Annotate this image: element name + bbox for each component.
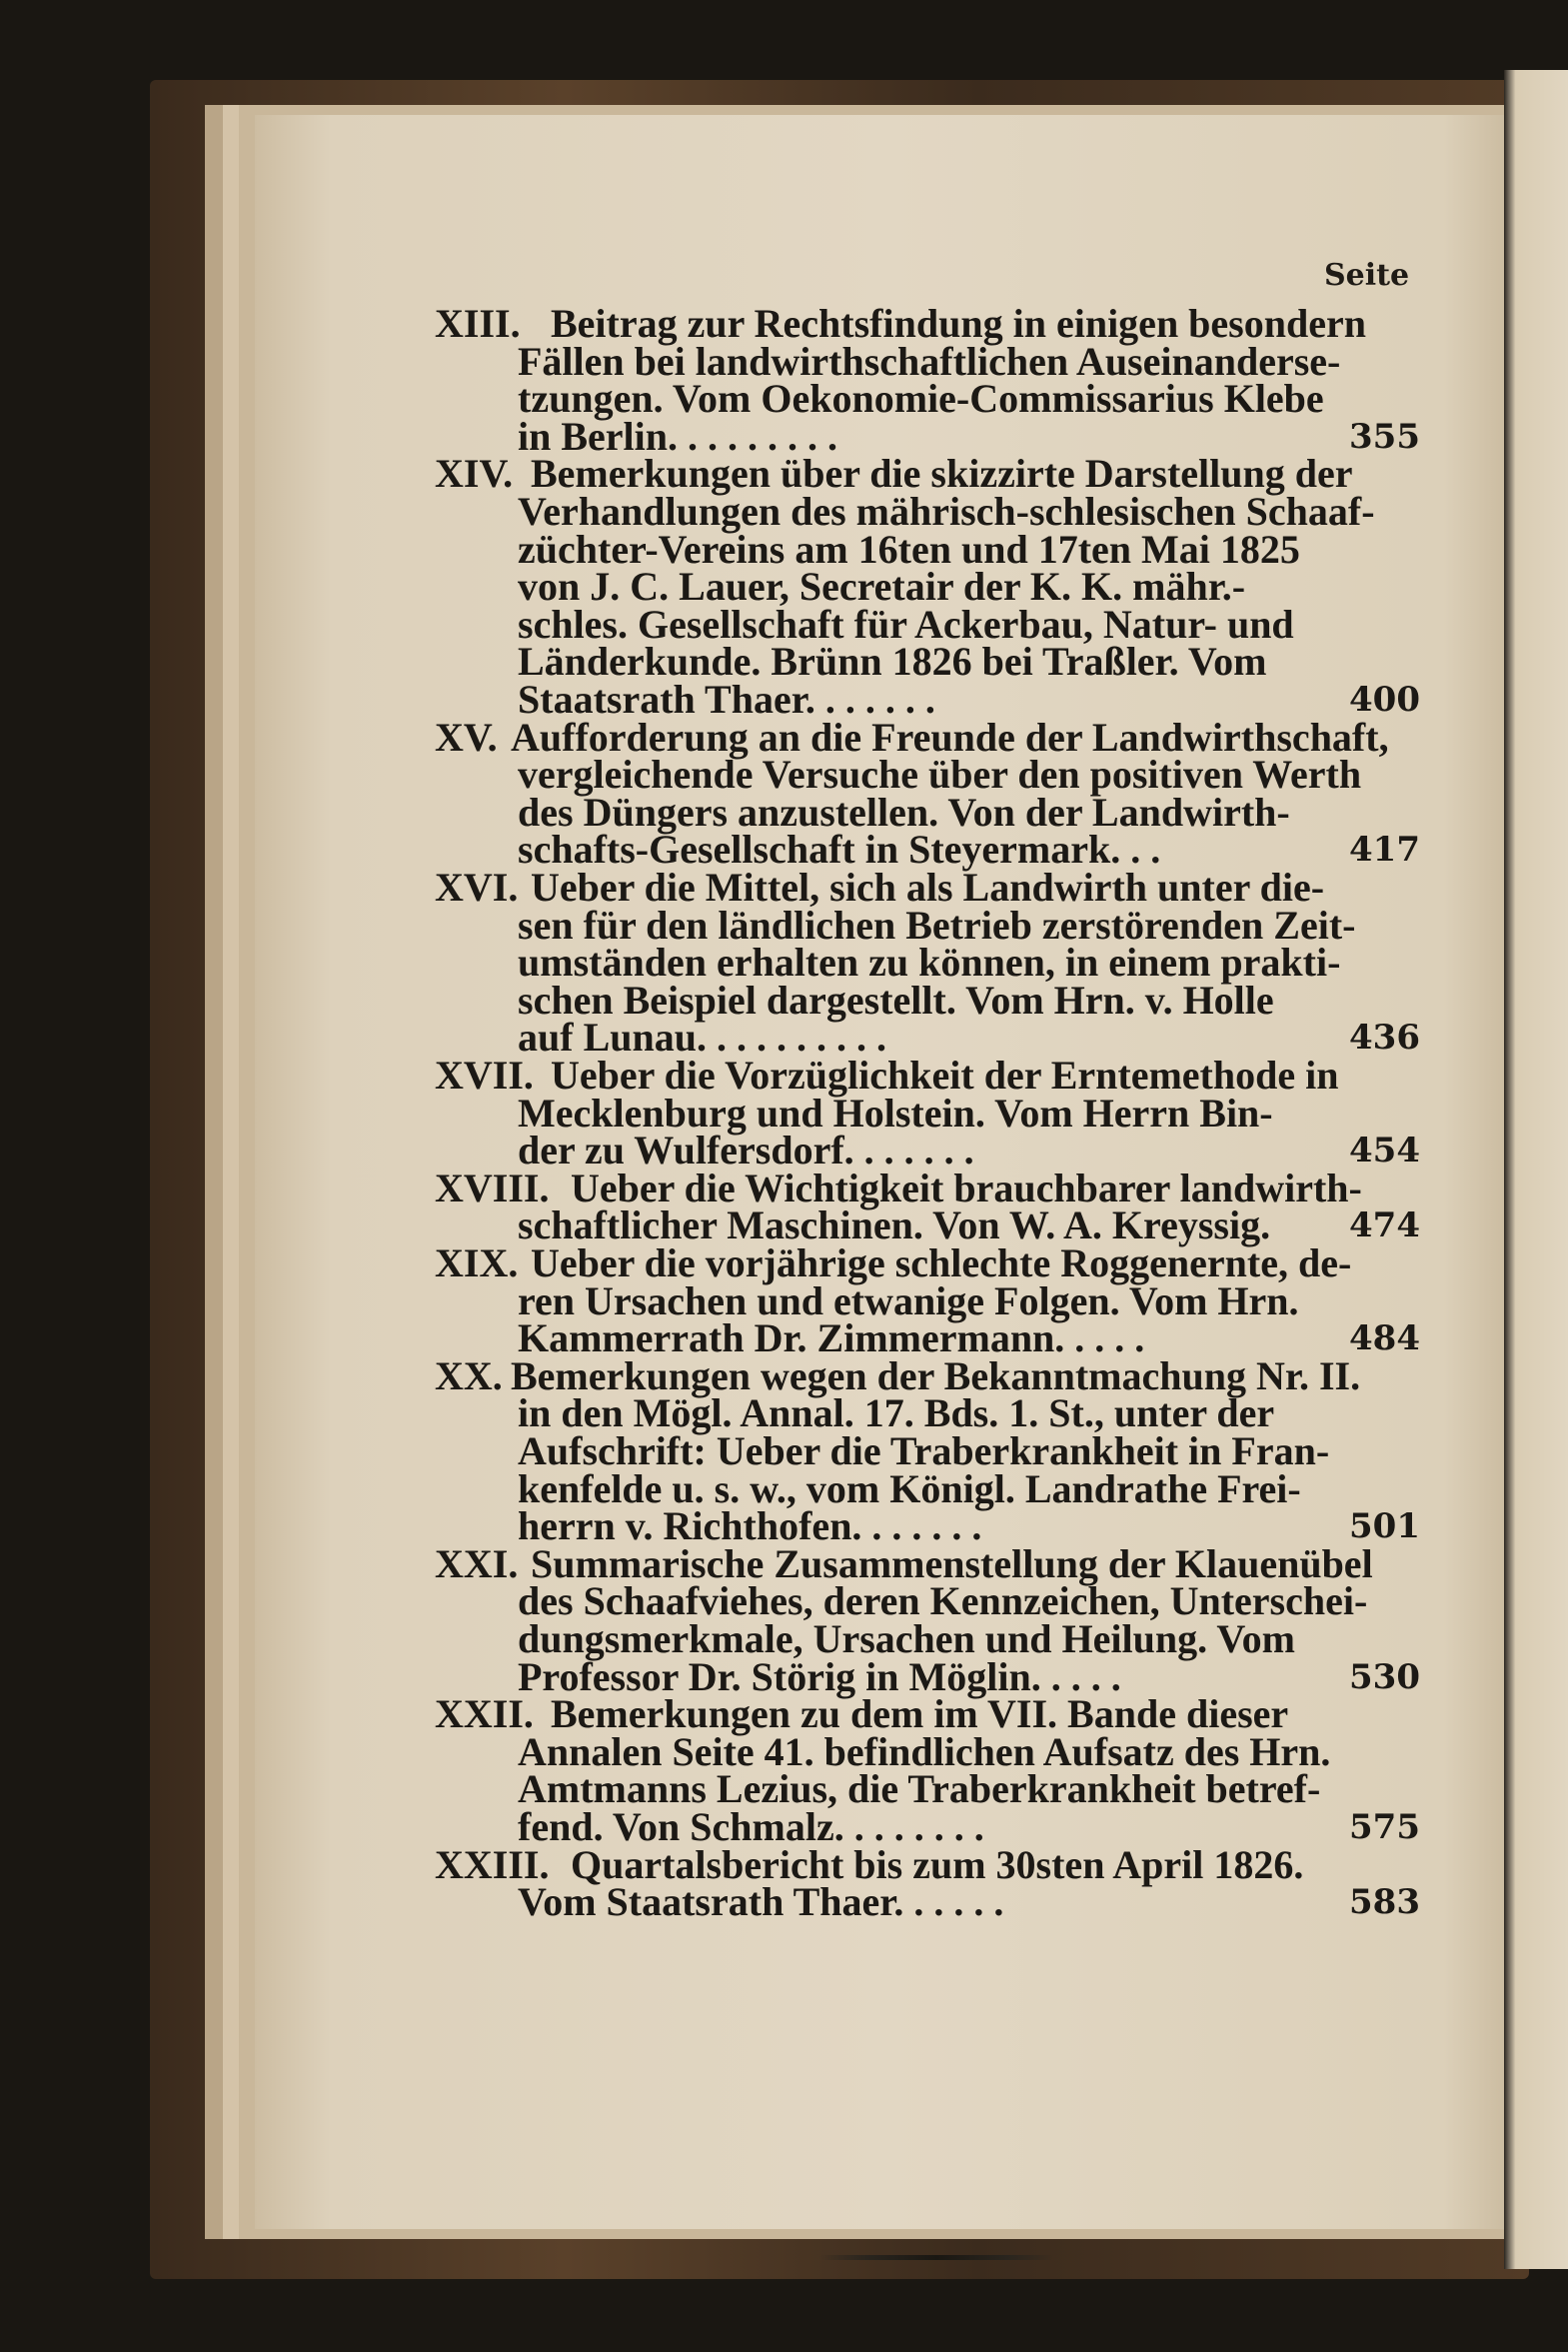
toc-text: dungsmerkmale, Ursachen und Heilung. Vom [518,1616,1295,1661]
toc-text: Summarische Zusammenstellung der Klauenübel [531,1540,1373,1586]
facing-page-edge [1504,70,1568,2269]
toc-text: Ueber die Vorzüglichkeit der Erntemethode in [551,1053,1339,1098]
toc-text: in Berlin. . . . . . . . . [518,413,838,459]
toc-numeral: XXII. [435,1691,534,1737]
toc-page-number: 583 [1349,1882,1420,1923]
toc-page-number: 575 [1349,1807,1420,1847]
toc-page-number: 454 [1349,1131,1420,1172]
toc-text: von J. C. Lauer, Secretair der K. K. mähr.- [518,564,1246,610]
toc-text: schles. Gesellschaft für Ackerbau, Natur- und [518,601,1294,647]
toc-text: tzungen. Vom Oekonomie-Commissarius Klebe [518,376,1324,422]
toc-numeral: XIV. [435,451,514,497]
toc-page-number: 355 [1349,416,1420,457]
toc-text: Länderkunde. Brünn 1826 bei Traßler. Vom [518,639,1267,685]
toc-text: Aufschrift: Ueber die Traberkrankheit in Fran- [518,1428,1330,1473]
toc-text: Bemerkungen über die skizzirte Darstellung der [531,451,1353,497]
toc-text: des Düngers anzustellen. Von der Landwirth- [518,789,1290,835]
toc-text: fend. Von Schmalz. . . . . . . . [518,1804,984,1849]
toc-text: schaftlicher Maschinen. Von W. A. Kreyssig. [518,1202,1271,1248]
toc-line [0,1878,1420,1926]
toc-text: ren Ursachen und etwanige Folgen. Vom Hrn. [518,1277,1299,1323]
toc-text: schafts-Gesellschaft in Steyermark. . . [518,827,1161,873]
toc-text: Staatsrath Thaer. . . . . . . [518,677,935,722]
toc-numeral: XX. [435,1352,503,1398]
toc-text: der zu Wulfersdorf. . . . . . . [518,1128,974,1174]
toc-numeral: XV. [435,714,498,760]
toc-page-number: 474 [1349,1205,1420,1246]
toc-text: Beitrag zur Rechtsfindung in einigen besondern [551,301,1366,346]
toc-text: Ueber die vorjährige schlechte Roggenernte, de- [531,1240,1352,1285]
toc-page-number: 484 [1349,1318,1420,1359]
toc-text: züchter-Vereins am 16ten und 17ten Mai 1825 [518,526,1300,572]
toc-page-number: 530 [1349,1656,1420,1697]
toc-text: umständen erhalten zu können, in einem prakti- [518,940,1341,986]
toc-numeral: XVIII. [435,1165,550,1210]
toc-text: Fällen bei landwirthschaftlichen Auseinanderse- [518,338,1341,384]
toc-text: Kammerrath Dr. Zimmermann. . . . . [518,1315,1145,1361]
toc-numeral: XVI. [435,865,519,910]
toc-text: vergleichende Versuche über den positiven Werth [518,752,1362,798]
toc-numeral: XVII. [435,1053,534,1098]
toc-text: Mecklenburg und Holstein. Vom Herrn Bin- [518,1090,1273,1136]
toc-text: Quartalsbericht bis zum 30sten April 1826. [571,1841,1304,1887]
toc-text: des Schaafviehes, deren Kennzeichen, Unterschei- [518,1578,1368,1624]
toc-text: Vom Staatsrath Thaer. . . . . . [518,1879,1004,1925]
toc-text: Ueber die Mittel, sich als Landwirth unter die- [531,865,1325,910]
toc-numeral: XIII. [435,301,521,346]
toc-numeral: XXIII. [435,1841,550,1887]
toc-text: Aufforderung an die Freunde der Landwirthschaft, [511,714,1389,760]
toc-text: herrn v. Richthofen. . . . . . . [518,1503,982,1549]
toc-text: Annalen Seite 41. befindlichen Aufsatz des Hrn. [518,1728,1331,1774]
toc-numeral: XXI. [435,1540,519,1586]
toc-page-number: 417 [1349,830,1420,871]
toc-text: kenfelde u. s. w., vom Königl. Landrathe Frei- [518,1465,1301,1511]
toc-text: schen Beispiel dargestellt. Vom Hrn. v. Holle [518,977,1274,1023]
toc-page-number: 501 [1349,1506,1420,1547]
toc-text: in den Mögl. Annal. 17. Bds. 1. St., unter der [518,1390,1275,1436]
toc-numeral: XIX. [435,1240,519,1285]
toc-text: Verhandlungen des mährisch-schlesischen Schaaf- [518,489,1375,534]
toc-text: Professor Dr. Störig in Möglin. . . . . [518,1653,1121,1699]
toc-page-number: 400 [1349,680,1420,720]
toc-text: Bemerkungen zu dem im VII. Bande dieser [551,1691,1289,1737]
toc-text: sen für den ländlichen Betrieb zerstörenden Zeit- [518,902,1356,948]
toc-text: Ueber die Wichtigkeit brauchbarer landwirth- [571,1165,1362,1210]
toc-text: auf Lunau. . . . . . . . . . [518,1015,886,1061]
page-column-header: Seite [1324,258,1410,293]
toc-text: Bemerkungen wegen der Bekanntmachung Nr. II. [511,1352,1361,1398]
end-rule [819,2255,1054,2260]
toc-page-number: 436 [1349,1018,1420,1059]
toc-text: Amtmanns Lezius, die Traberkrankheit betref- [518,1766,1321,1812]
